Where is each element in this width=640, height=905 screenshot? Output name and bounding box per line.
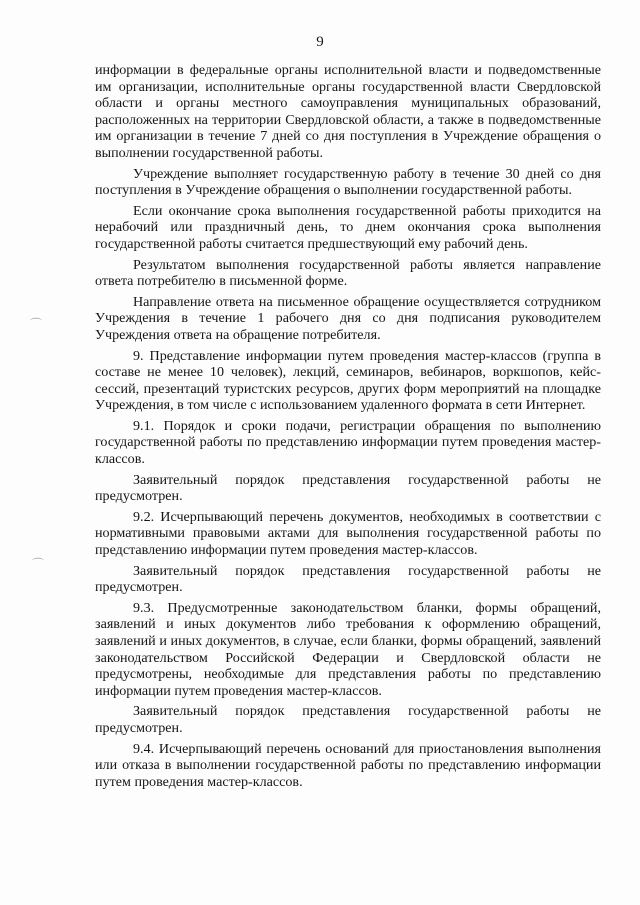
paragraph: Заявительный порядок представления государственной работы не предусмотрен. (95, 562, 601, 596)
paragraph: Заявительный порядок представления государственной работы не предусмотрен. (95, 471, 601, 505)
paragraph: Если окончание срока выполнения государственной работы приходится на нерабочий или праздничный день, то днем окончания срока выполнения государственной работы считается предшествующий ему рабочий день. (95, 202, 601, 252)
subsection-9-2: 9.2. Исчерпывающий перечень документов, необходимых в соответствии с нормативными правовыми актами для выполнения государственной работы по представлению информации путем проведения мастер-классов. (95, 508, 601, 559)
paragraph: Направление ответа на письменное обращение осуществляется сотрудником Учреждения в течение 1 рабочего дня со дня подписания руководителем Учреждения ответа на обращение потребителя. (95, 293, 601, 343)
margin-mark: ⌒ (30, 317, 43, 331)
page-number: 9 (316, 34, 324, 50)
paragraph: Учреждение выполняет государственную работу в течение 30 дней со дня поступления в Учреждение обращения о выполнении государственной работы. (95, 165, 601, 199)
paragraph: Заявительный порядок представления государственной работы не предусмотрен. (95, 703, 601, 736)
subsection-9-3: 9.3. Предусмотренные законодательством бланки, формы обращений, заявлений и иных документов либо требования к оформлению обращений, заявлений и иных документов, в случае, если бланки, формы обращений, заявлений законодательством Российской Федерации и Свердловской области не предусмотрены, необходимые для представления работы по представлению информации путем проведения мастер-классов. (95, 599, 601, 699)
subsection-9-4: 9.4. Исчерпывающий перечень оснований для приостановления выполнения или отказа в выполнении государственной работы по представлению информации путем проведения мастер-классов. (95, 740, 601, 790)
subsection-9-1: 9.1. Порядок и сроки подачи, регистрации обращения по выполнению государственной работы по представлению информации путем проведения мастер-классов. (95, 417, 601, 468)
section-heading-9: 9. Представление информации путем проведения мастер-классов (группа в составе не менее 10 человек), лекций, семинаров, вебинаров, воркшопов, кейс-сессий, презентаций туристских ресурсов, других форм мероприятий на площадке Учреждения, в том числе с использованием удаленного формата в сети Интернет. (95, 347, 601, 414)
document-body (95, 62, 601, 794)
margin-mark: ⌒ (32, 557, 45, 571)
paragraph: Результатом выполнения государственной работы является направление ответа потребителю в письменной форме. (95, 256, 601, 290)
paragraph: информации в федеральные органы исполнительной власти и подведомственные им организации, исполнительные органы государственной власти Свердловской области и органы местного самоуправления муниципальных образований, расположенных на территории Свердловской области, а также в подведомственные им организации в течение 7 дней со дня поступления в Учреждение обращения о выполнении государственной работы. (95, 62, 601, 161)
